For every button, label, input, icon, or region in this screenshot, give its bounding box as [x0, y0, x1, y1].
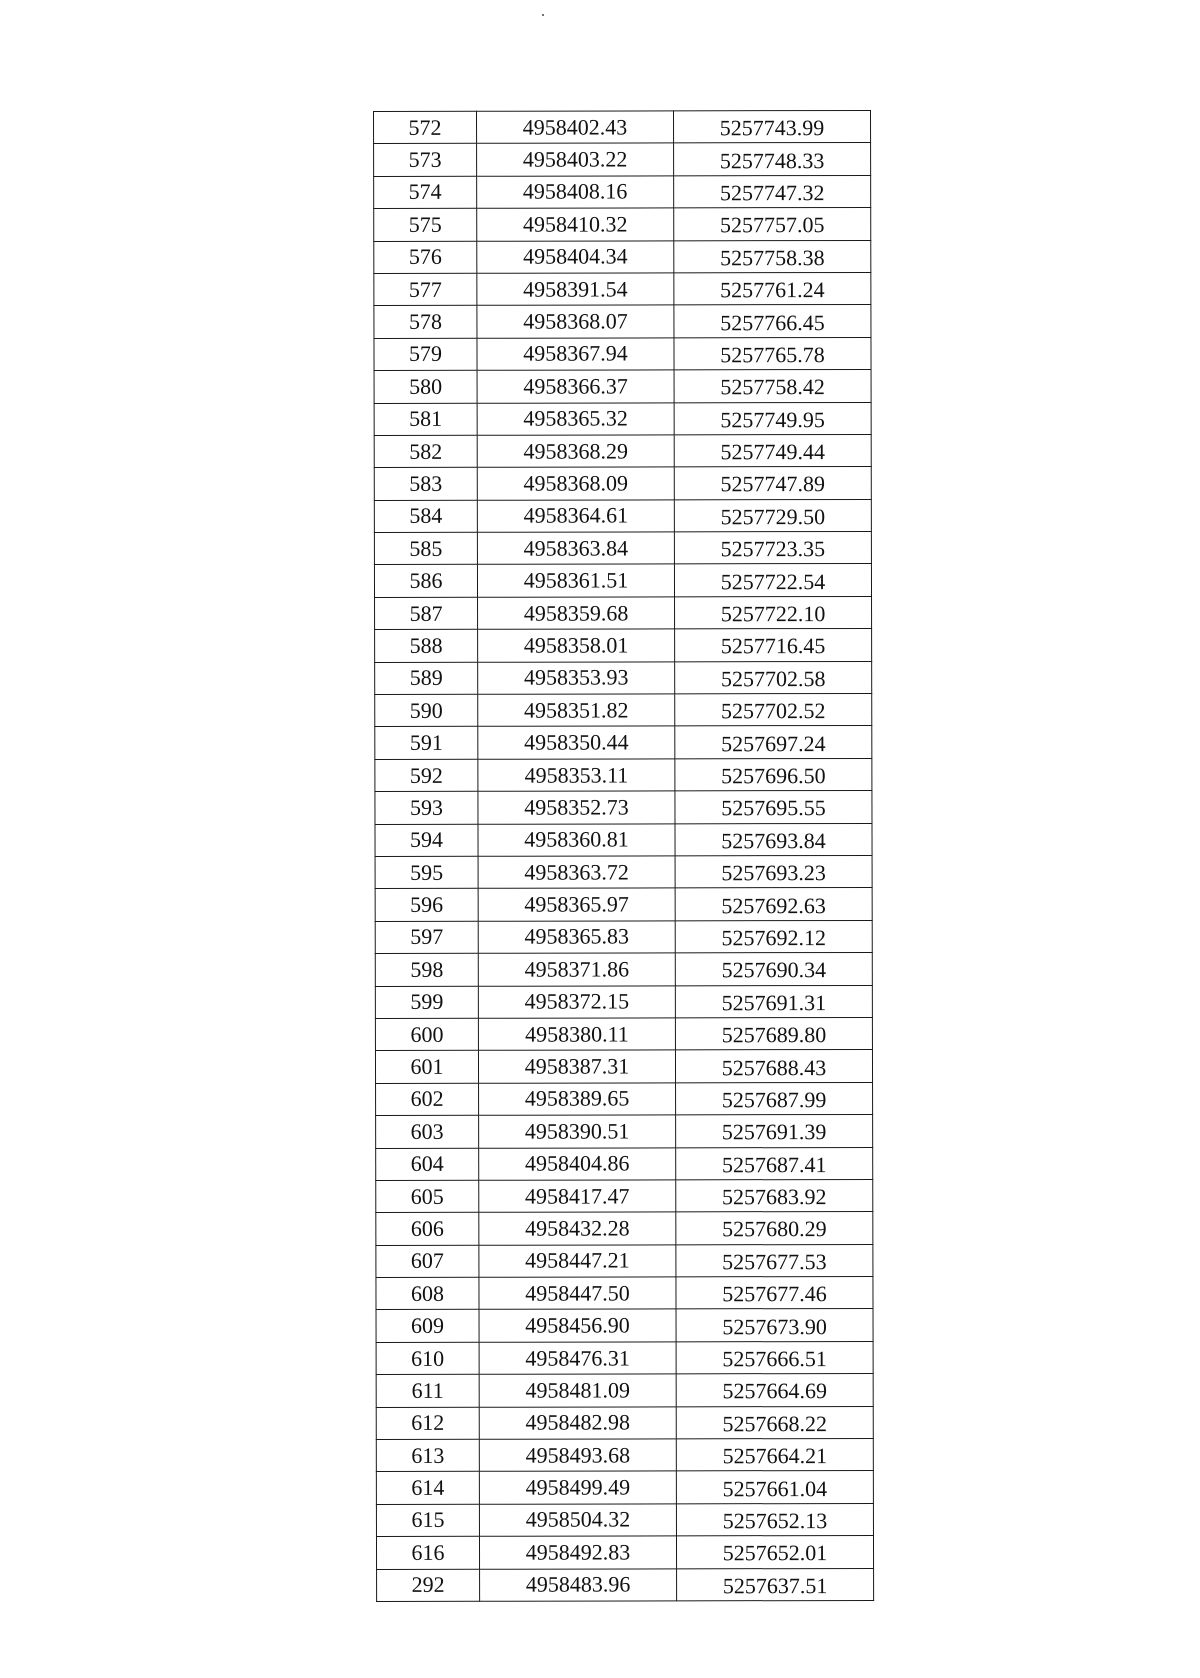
- x-coordinate-cell: 4958410.32: [477, 208, 674, 241]
- y-coordinate-cell: 5257747.89: [674, 467, 871, 500]
- point-number-cell: 588: [375, 630, 478, 663]
- table-row: [374, 402, 871, 435]
- y-coordinate-cell: 5257683.92: [676, 1179, 873, 1212]
- y-coordinate-cell: 5257691.39: [676, 1115, 873, 1148]
- table-row: [374, 499, 871, 532]
- point-number-cell: 610: [376, 1342, 479, 1375]
- table-row: [374, 240, 871, 273]
- y-coordinate-cell: 5257765.78: [674, 337, 871, 370]
- table-row: [375, 661, 872, 694]
- y-coordinate-cell: 5257692.63: [675, 888, 872, 921]
- scan-speck: [542, 14, 544, 16]
- coordinates-table: [373, 110, 874, 1602]
- y-coordinate-cell: 5257673.90: [676, 1309, 873, 1342]
- y-coordinate-cell: 5257693.84: [675, 823, 872, 856]
- x-coordinate-cell: 4958368.29: [477, 435, 674, 468]
- x-coordinate-cell: 4958404.34: [477, 240, 674, 273]
- x-coordinate-cell: 4958361.51: [477, 564, 674, 597]
- y-coordinate-cell: 5257666.51: [676, 1341, 873, 1374]
- y-coordinate-cell: 5257691.31: [675, 985, 872, 1018]
- table-row: [376, 1309, 873, 1342]
- x-coordinate-cell: 4958504.32: [479, 1504, 676, 1537]
- y-coordinate-cell: 5257687.99: [676, 1082, 873, 1115]
- y-coordinate-cell: 5257677.46: [676, 1277, 873, 1310]
- y-coordinate-cell: 5257748.33: [674, 143, 871, 176]
- y-coordinate-cell: 5257723.35: [674, 532, 871, 565]
- y-coordinate-cell: 5257680.29: [676, 1212, 873, 1245]
- point-number-cell: 614: [376, 1472, 479, 1505]
- y-coordinate-cell: 5257688.43: [675, 1050, 872, 1083]
- point-number-cell: 584: [374, 500, 477, 533]
- point-number-cell: 609: [376, 1310, 479, 1343]
- x-coordinate-cell: 4958481.09: [479, 1374, 676, 1407]
- table-row: [376, 1082, 873, 1115]
- table-row: [376, 1115, 873, 1148]
- x-coordinate-cell: 4958492.83: [479, 1536, 676, 1569]
- point-number-cell: 575: [374, 208, 477, 241]
- table-row: [375, 855, 872, 888]
- x-coordinate-cell: 4958350.44: [478, 726, 675, 759]
- y-coordinate-cell: 5257687.41: [676, 1147, 873, 1180]
- table-row: [377, 1568, 874, 1601]
- point-number-cell: 585: [374, 532, 477, 565]
- table-row: [375, 985, 872, 1018]
- y-coordinate-cell: 5257758.42: [674, 370, 871, 403]
- x-coordinate-cell: 4958408.16: [477, 176, 674, 209]
- point-number-cell: 573: [374, 144, 477, 177]
- x-coordinate-cell: 4958359.68: [478, 597, 675, 630]
- x-coordinate-cell: 4958365.97: [478, 888, 675, 921]
- table-row: [374, 208, 871, 241]
- point-number-cell: 603: [376, 1115, 479, 1148]
- table-row: [374, 175, 871, 208]
- point-number-cell: 581: [374, 403, 477, 436]
- y-coordinate-cell: 5257722.54: [674, 564, 871, 597]
- x-coordinate-cell: 4958368.07: [477, 305, 674, 338]
- table-row: [375, 1050, 872, 1083]
- x-coordinate-cell: 4958417.47: [479, 1180, 676, 1213]
- table-row: [376, 1147, 873, 1180]
- table-row: [374, 110, 871, 143]
- table-row: [375, 629, 872, 662]
- x-coordinate-cell: 4958352.73: [478, 791, 675, 824]
- x-coordinate-cell: 4958365.83: [478, 921, 675, 954]
- y-coordinate-cell: 5257702.52: [675, 693, 872, 726]
- point-number-cell: 602: [376, 1083, 479, 1116]
- table-row: [375, 1017, 872, 1050]
- point-number-cell: 607: [376, 1245, 479, 1278]
- table-row: [376, 1374, 873, 1407]
- point-number-cell: 292: [377, 1569, 480, 1602]
- y-coordinate-cell: 5257761.24: [674, 272, 871, 305]
- x-coordinate-cell: 4958368.09: [477, 467, 674, 500]
- table-row: [376, 1406, 873, 1439]
- point-number-cell: 612: [376, 1407, 479, 1440]
- x-coordinate-cell: 4958358.01: [478, 629, 675, 662]
- point-number-cell: 590: [375, 694, 478, 727]
- table-row: [376, 1503, 873, 1536]
- y-coordinate-cell: 5257757.05: [674, 208, 871, 241]
- point-number-cell: 615: [376, 1504, 479, 1537]
- x-coordinate-cell: 4958363.84: [477, 532, 674, 565]
- x-coordinate-cell: 4958360.81: [478, 823, 675, 856]
- y-coordinate-cell: 5257652.13: [676, 1503, 873, 1536]
- x-coordinate-cell: 4958482.98: [479, 1406, 676, 1439]
- x-coordinate-cell: 4958404.86: [479, 1147, 676, 1180]
- point-number-cell: 578: [374, 306, 477, 339]
- point-number-cell: 600: [375, 1018, 478, 1051]
- point-number-cell: 586: [374, 565, 477, 598]
- point-number-cell: 616: [376, 1536, 479, 1569]
- point-number-cell: 587: [375, 597, 478, 630]
- point-number-cell: 605: [376, 1180, 479, 1213]
- x-coordinate-cell: 4958353.11: [478, 759, 675, 792]
- x-coordinate-cell: 4958432.28: [479, 1212, 676, 1245]
- x-coordinate-cell: 4958390.51: [479, 1115, 676, 1148]
- point-number-cell: 583: [374, 468, 477, 501]
- y-coordinate-cell: 5257697.24: [675, 726, 872, 759]
- x-coordinate-cell: 4958402.43: [477, 111, 674, 144]
- y-coordinate-cell: 5257716.45: [675, 629, 872, 662]
- point-number-cell: 596: [375, 889, 478, 922]
- y-coordinate-cell: 5257749.95: [674, 402, 871, 435]
- x-coordinate-cell: 4958483.96: [480, 1568, 677, 1601]
- table-row: [375, 758, 872, 791]
- y-coordinate-cell: 5257652.01: [676, 1536, 873, 1569]
- x-coordinate-cell: 4958447.21: [479, 1245, 676, 1278]
- point-number-cell: 599: [375, 986, 478, 1019]
- x-coordinate-cell: 4958366.37: [477, 370, 674, 403]
- table-row: [374, 370, 871, 403]
- y-coordinate-cell: 5257696.50: [675, 758, 872, 791]
- table-row: [374, 272, 871, 305]
- x-coordinate-cell: 4958367.94: [477, 338, 674, 371]
- table-row: [376, 1471, 873, 1504]
- point-number-cell: 582: [374, 435, 477, 468]
- x-coordinate-cell: 4958353.93: [478, 662, 675, 695]
- table-row: [376, 1536, 873, 1569]
- point-number-cell: 591: [375, 727, 478, 760]
- table-row: [376, 1341, 873, 1374]
- point-number-cell: 598: [375, 953, 478, 986]
- y-coordinate-cell: 5257668.22: [676, 1406, 873, 1439]
- table-row: [376, 1438, 873, 1471]
- y-coordinate-cell: 5257766.45: [674, 305, 871, 338]
- table-row: [374, 434, 871, 467]
- y-coordinate-cell: 5257702.58: [675, 661, 872, 694]
- x-coordinate-cell: 4958447.50: [479, 1277, 676, 1310]
- y-coordinate-cell: 5257664.69: [676, 1374, 873, 1407]
- point-number-cell: 613: [376, 1439, 479, 1472]
- point-number-cell: 589: [375, 662, 478, 695]
- y-coordinate-cell: 5257689.80: [675, 1017, 872, 1050]
- table-row: [375, 726, 872, 759]
- table-row: [376, 1179, 873, 1212]
- table-row: [375, 693, 872, 726]
- y-coordinate-cell: 5257722.10: [675, 596, 872, 629]
- x-coordinate-cell: 4958389.65: [479, 1083, 676, 1116]
- point-number-cell: 601: [375, 1051, 478, 1084]
- x-coordinate-cell: 4958380.11: [478, 1018, 675, 1051]
- table-row: [374, 532, 871, 565]
- y-coordinate-cell: 5257743.99: [674, 110, 871, 143]
- x-coordinate-cell: 4958456.90: [479, 1309, 676, 1342]
- x-coordinate-cell: 4958363.72: [478, 856, 675, 889]
- table-row: [375, 823, 872, 856]
- point-number-cell: 597: [375, 921, 478, 954]
- point-number-cell: 576: [374, 241, 477, 274]
- table-row: [374, 467, 871, 500]
- y-coordinate-cell: 5257692.12: [675, 920, 872, 953]
- x-coordinate-cell: 4958476.31: [479, 1342, 676, 1375]
- table-row: [376, 1212, 873, 1245]
- x-coordinate-cell: 4958371.86: [478, 953, 675, 986]
- table-row: [376, 1244, 873, 1277]
- table-row: [375, 953, 872, 986]
- point-number-cell: 577: [374, 273, 477, 306]
- y-coordinate-cell: 5257747.32: [674, 175, 871, 208]
- table-row: [374, 305, 871, 338]
- x-coordinate-cell: 4958351.82: [478, 694, 675, 727]
- point-number-cell: 592: [375, 759, 478, 792]
- y-coordinate-cell: 5257661.04: [676, 1471, 873, 1504]
- x-coordinate-cell: 4958391.54: [477, 273, 674, 306]
- table-row: [375, 920, 872, 953]
- x-coordinate-cell: 4958364.61: [477, 500, 674, 533]
- coordinates-table-body: [374, 110, 874, 1601]
- y-coordinate-cell: 5257695.55: [675, 791, 872, 824]
- x-coordinate-cell: 4958365.32: [477, 402, 674, 435]
- point-number-cell: 608: [376, 1277, 479, 1310]
- table-row: [374, 564, 871, 597]
- table-row: [375, 596, 872, 629]
- x-coordinate-cell: 4958372.15: [478, 985, 675, 1018]
- x-coordinate-cell: 4958403.22: [477, 143, 674, 176]
- y-coordinate-cell: 5257677.53: [676, 1244, 873, 1277]
- point-number-cell: 611: [376, 1375, 479, 1408]
- y-coordinate-cell: 5257690.34: [675, 953, 872, 986]
- x-coordinate-cell: 4958387.31: [478, 1050, 675, 1083]
- table-row: [375, 791, 872, 824]
- point-number-cell: 604: [376, 1148, 479, 1181]
- table-row: [374, 337, 871, 370]
- table-row: [374, 143, 871, 176]
- y-coordinate-cell: 5257664.21: [676, 1438, 873, 1471]
- table-row: [376, 1277, 873, 1310]
- y-coordinate-cell: 5257729.50: [674, 499, 871, 532]
- y-coordinate-cell: 5257749.44: [674, 434, 871, 467]
- point-number-cell: 572: [374, 111, 477, 144]
- y-coordinate-cell: 5257693.23: [675, 855, 872, 888]
- point-number-cell: 593: [375, 791, 478, 824]
- point-number-cell: 606: [376, 1213, 479, 1246]
- y-coordinate-cell: 5257637.51: [677, 1568, 874, 1601]
- x-coordinate-cell: 4958499.49: [479, 1471, 676, 1504]
- table-row: [375, 888, 872, 921]
- point-number-cell: 580: [374, 370, 477, 403]
- point-number-cell: 594: [375, 824, 478, 857]
- point-number-cell: 595: [375, 856, 478, 889]
- x-coordinate-cell: 4958493.68: [479, 1439, 676, 1472]
- point-number-cell: 579: [374, 338, 477, 371]
- point-number-cell: 574: [374, 176, 477, 209]
- y-coordinate-cell: 5257758.38: [674, 240, 871, 273]
